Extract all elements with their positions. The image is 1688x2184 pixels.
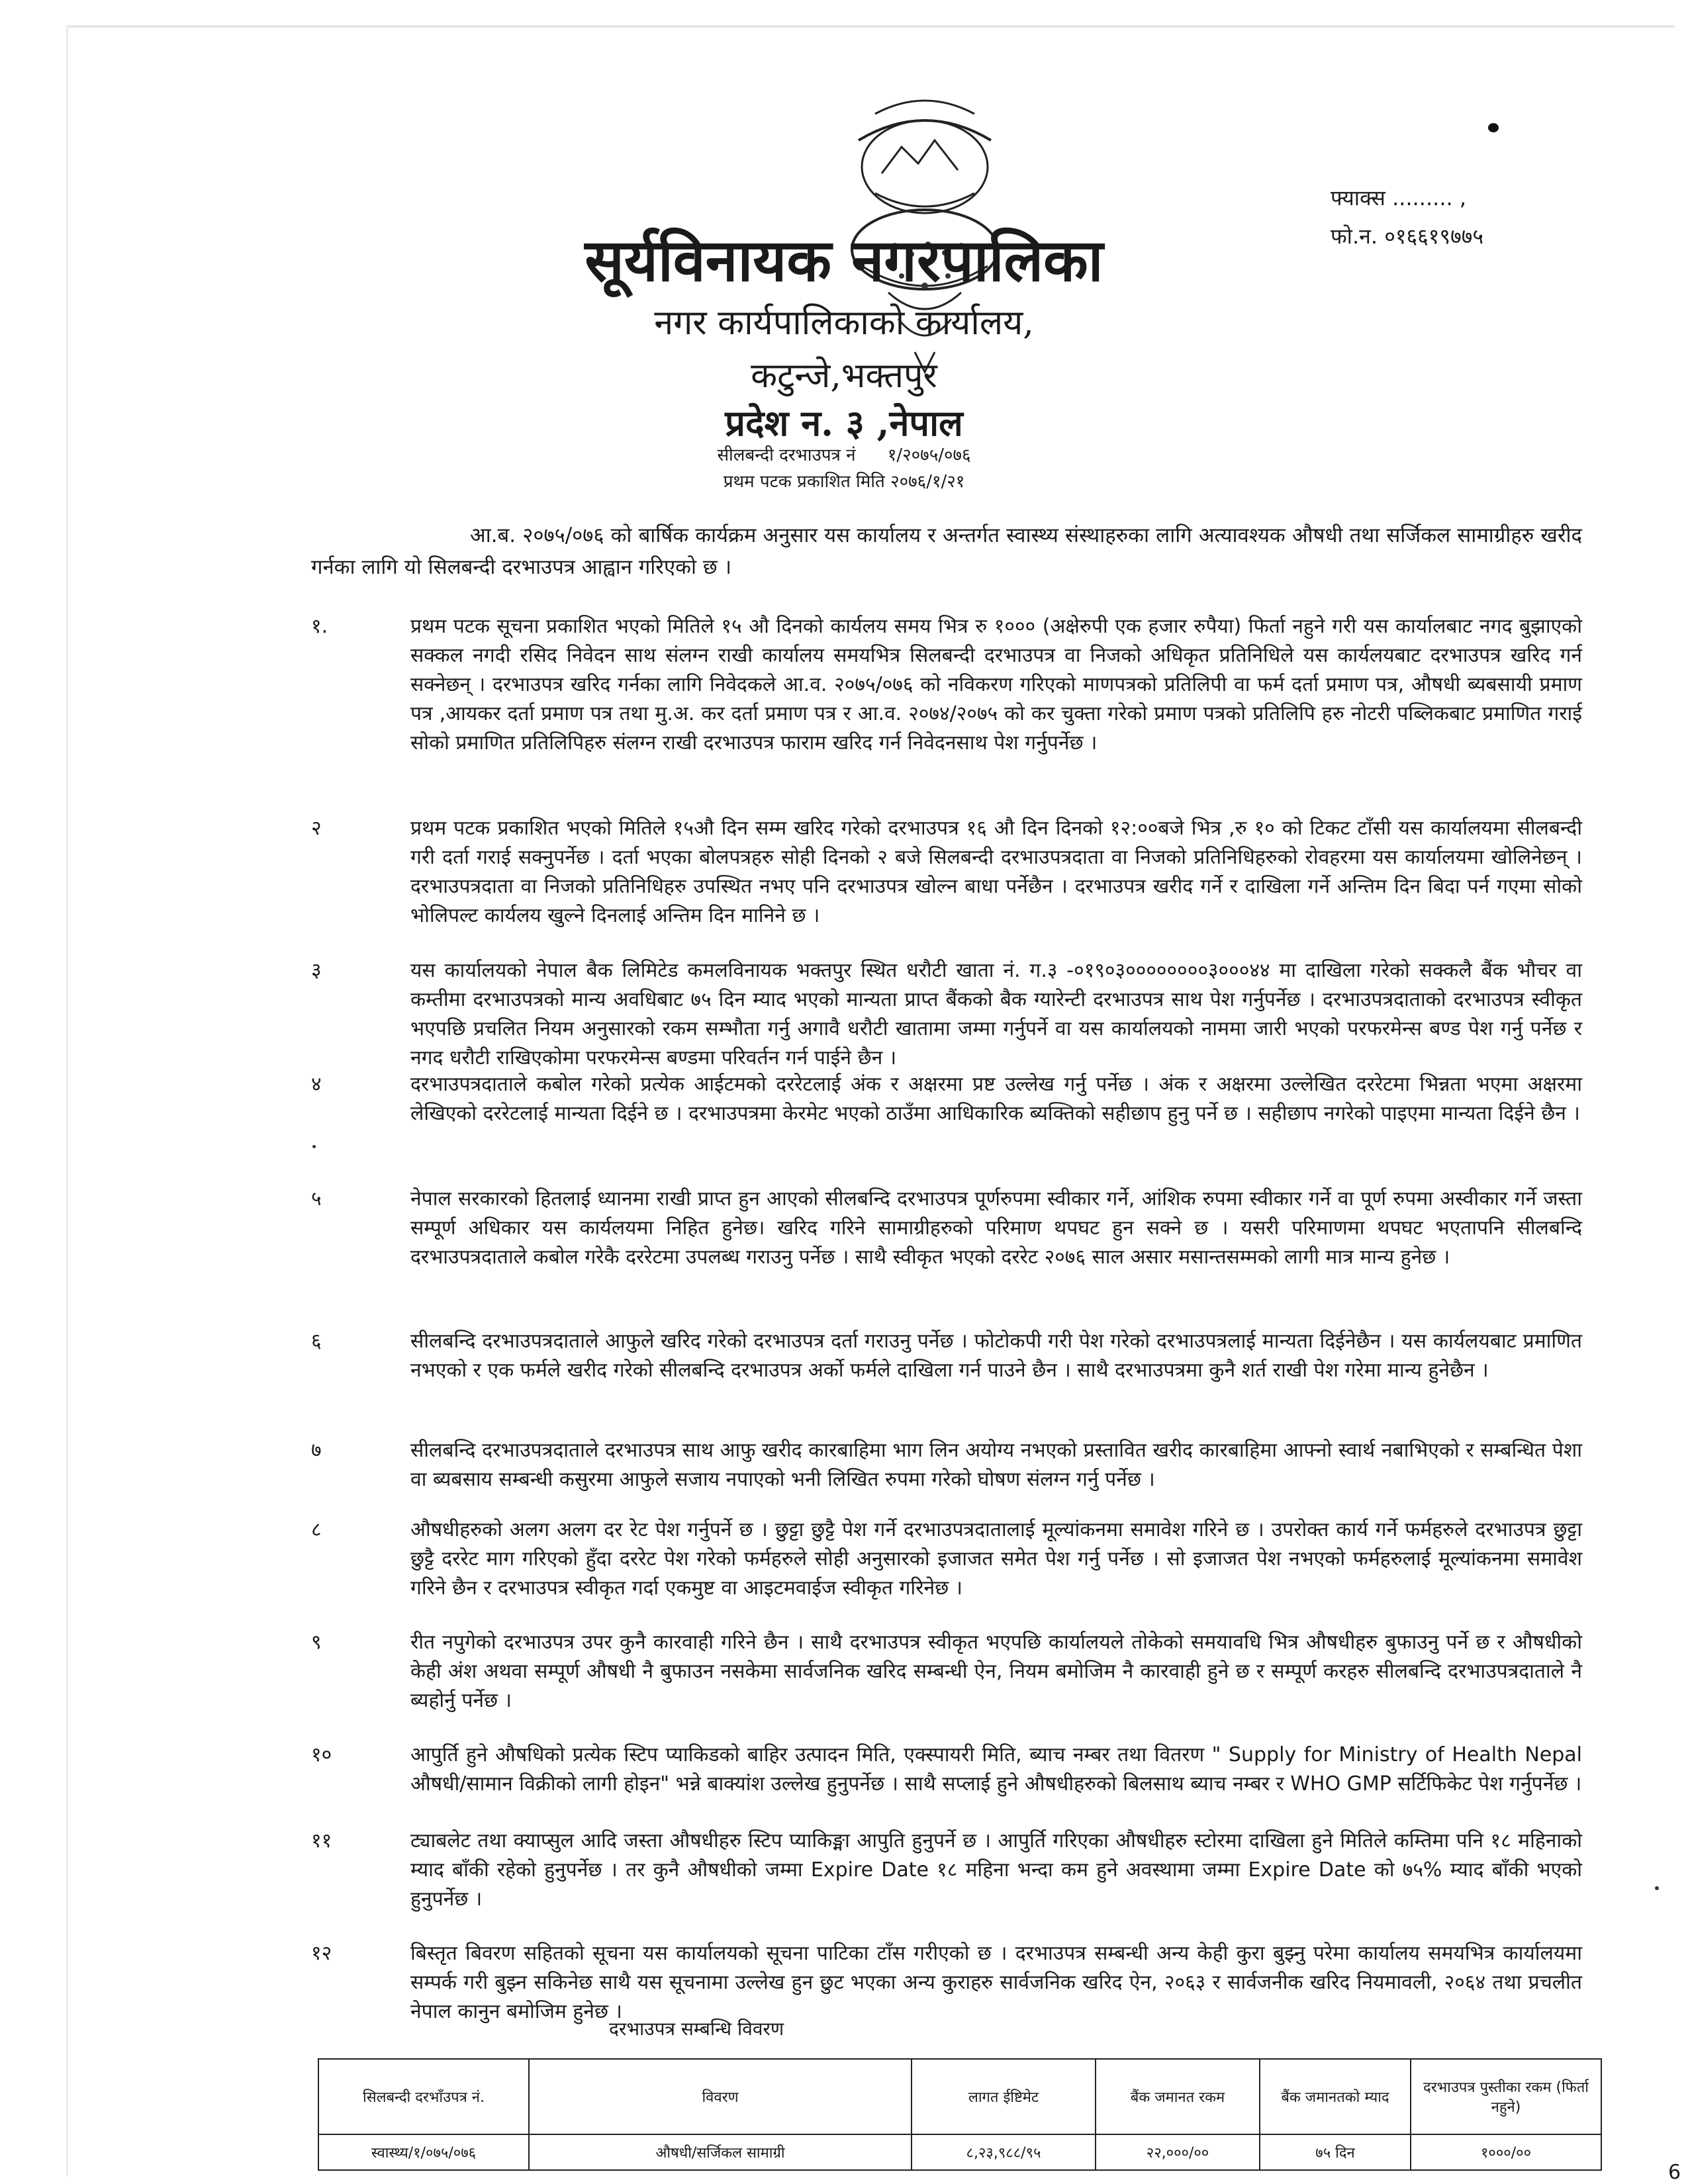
clause-number: ५ (311, 1187, 322, 1210)
clause-text: सीलबन्दि दरभाउपत्रदाताले आफुले खरिद गरेको दरभाउपत्र दर्ता गराउनु पर्नेछ । फोटोकपी गरी पेश गरेको दरभाउपत्रलाई मान्यता दिईनेछैन । यस कार्यलयबाट प्रमाणित नभएको र एक फर्मले खरीद गरेको सीलबन्दि दरभाउपत्र अर्को फर्मले दाखिला गर्न पाउने छैन । साथै दरभाउपत्रमा कुनै शर्त राखी पेश गरेमा मान्य हुनेछैन । (410, 1330, 1582, 1382)
clause-item (311, 612, 1582, 758)
province-line: प्रदेश न. ३ ,नेपाल (725, 402, 963, 444)
fax-number: फ्याक्स ......... , (1331, 185, 1467, 210)
clause-number: १. (311, 615, 328, 638)
column-header: बैंक जमानतको म्याद (1260, 2059, 1411, 2134)
clause-item (311, 1827, 1582, 1914)
table-caption: दरभाउपत्र सम्बन्धि विवरण (609, 2018, 784, 2040)
publish-date-label: प्रथम पटक प्रकाशित मिति (723, 472, 885, 492)
clause-item (311, 1939, 1582, 2026)
clause-number: ८ (311, 1518, 322, 1541)
clause-text: बिस्तृत बिवरण सहितको सूचना यस कार्यालयको सूचना पाटिका टाँस गरीएको छ । दरभाउपत्र सम्बन्धी अन्य केही कुरा बुझ्नु परेमा कार्यालय समयभित्र कार्यालयमा सम्पर्क गरी बुझ्न सकिनेछ साथै यस सूचनामा उल्लेख हुन छुट भएका अन्य कुराहरु सार्वजनिक खरिद ऐन, २०६३ र सार्वजनीक खरिद नियमावली, २०६४ तथा प्रचलीत नेपाल कानुन बमोजिम हुनेछ । (410, 1942, 1582, 2023)
table-cell: १०००/०० (1411, 2134, 1601, 2170)
clause-number: १२ (311, 1942, 332, 1965)
table-row (318, 2134, 1601, 2170)
column-header: दरभाउपत्र पुस्तीका रकम (फिर्ता नहुने) (1411, 2059, 1601, 2134)
margin-speck (1655, 1886, 1659, 1890)
scan-edge (66, 25, 68, 2176)
publish-date-line (0, 469, 1688, 492)
column-header: विवरण (529, 2059, 912, 2134)
clause-text: रीत नपुगेको दरभाउपत्र उपर कुनै कारवाही गरिने छैन । साथै दरभाउपत्र स्वीकृत भएपछि कार्यालयले तोकेको समयावधि भित्र औषधीहरु बुफाउनु पर्ने छ र औषधीको केही अंश अथवा सम्पूर्ण औषधी नै बुफाउन नसकेमा सार्वजनिक खरिद सम्बन्धी ऐन, नियम बमोजिम नै कारवाही हुने छ र सम्पूर्ण करहरु सीलबन्दि दरभाउपत्रदाताले नै ब्यहोर्नु पर्नेछ । (410, 1631, 1582, 1712)
publish-date: २०७६/१/२१ (890, 472, 965, 492)
column-header: बैंक जमानत रकम (1096, 2059, 1260, 2134)
clause-number: २ (311, 817, 322, 840)
clause-item (311, 1327, 1582, 1385)
clause-text: ट्याबलेट तथा क्याप्सुल आदि जस्ता औषधीहरु स्टिप प्याकिङ्मा आपुति हुनुपर्ने छ । आपुर्ति गरिएका औषधीहरु स्टोरमा दाखिला हुने मितिले कम्तिमा पनि १८ महिनाको म्याद बाँकी रहेको हुनुपर्नेछ । तर कुनै औषधीको जम्मा Expire Date १८ महिना भन्दा कम हुने अवस्थामा जम्मा Expire Date को ७५% म्याद बाँकी भएको हुनुपर्नेछ । (410, 1829, 1582, 1911)
table-cell: ८,२३,९८८/९५ (912, 2134, 1096, 2170)
phone-number: फो.न. ०१६६१९७७५ (1331, 224, 1483, 249)
clause-item (311, 1516, 1582, 1603)
clause-number: १० (311, 1743, 332, 1766)
clause-item (311, 1070, 1582, 1128)
table-header-row (318, 2059, 1601, 2134)
intro-paragraph (311, 520, 1582, 583)
column-header: सिलबन्दी दरभाँउपत्र नं. (318, 2059, 529, 2134)
table-cell: स्वास्थ्य/१/०७५/०७६ (318, 2134, 529, 2170)
intro-rest: सामाग्रीहरु खरीद गर्नका लागि यो सिलबन्दी दरभाउपत्र आह्वान गरिएको छ । (311, 523, 1582, 579)
clause-item (311, 956, 1582, 1073)
column-header: लागत ईष्टिमेट (912, 2059, 1096, 2134)
office-name: नगर कार्यपालिकाको कार्यालय, (654, 303, 1034, 343)
clause-item (311, 1436, 1582, 1494)
intro-lead: आ.ब. २०७५/०७६ को बार्षिक कार्यक्रम अनुसार यस कार्यालय र अन्तर्गत स्वास्थ्य संस्थाहरुका लागि अत्यावश्यक औषधी तथा सर्जिकल (470, 523, 1451, 547)
tender-details-table (318, 2058, 1602, 2171)
clause-text: औषधीहरुको अलग अलग दर रेट पेश गर्नुपर्ने छ । छुट्टा छुट्टै पेश गर्ने दरभाउपत्रदातालाई मूल्यांकनमा समावेश गरिने छ । उपरोक्त कार्य गर्ने फर्महरुले दरभाउपत्र छुट्टा छुट्टै दररेट माग गरिएको हुँदा दररेट पेश गरेको फर्महरुले सोही अनुसारको इजाजत समेत पेश गर्नु पर्नेछ । सो इजाजत पेश नभएको फर्महरुलाई मूल्यांकनमा समावेश गरिने छैन र दरभाउपत्र स्वीकृत गर्दा एकमुष्ट वा आइटमवाईज स्वीकृत गरिनेछ । (410, 1518, 1582, 1600)
clause-item (311, 1185, 1582, 1272)
clause-number: ९ (311, 1631, 322, 1654)
clause-number: ४ (311, 1073, 322, 1096)
scan-edge (66, 25, 1675, 28)
margin-speck (312, 1145, 316, 1148)
clause-text: आपुर्ति हुने औषधिको प्रत्येक स्टिप प्याकिडको बाहिर उत्पादन मिति, एक्स्पायरी मिति, ब्याच नम्बर तथा वितरण " Supply for Ministry of Health Nepal औषधी/सामान विक्रीको लागी होइन" भन्ने बाक्यांश उल्लेख हुनुपर्नेछ । साथै सप्लाई हुने औषधीहरुको बिलसाथ ब्याच नम्बर र WHO GMP सर्टिफिकेट पेश गर्नुपर्नेछ । (410, 1743, 1582, 1796)
page-corner-mark: 6 (1668, 2161, 1681, 2184)
clause-item (311, 1741, 1582, 1799)
table-cell: २२,०००/०० (1096, 2134, 1260, 2170)
clause-number: ७ (311, 1439, 322, 1462)
clause-number: ३ (311, 959, 322, 982)
clause-text: यस कार्यालयको नेपाल बैक लिमिटेड कमलविनायक भक्तपुर स्थित धरौटी खाता नं. ग.३ -०१९०३००००००००३०००४४ मा दाखिला गरेको सक्कलै बैंक भौचर वा कम्तीमा दरभाउपत्रको मान्य अवधिबाट ७५ दिन म्याद भएको मान्यता प्राप्त बैंकको बैक ग्यारेन्टी दरभाउपत्र साथ पेश गर्नुपर्नेछ । दरभाउपत्रदाताको दरभाउपत्र स्वीकृत भएपछि प्रचलित नियम अनुसारको रकम सम्भौता गर्नु अगावै धरौटी खातामा जम्मा गर्नुपर्ने वा यस कार्यालयको नाममा जारी भएको परफरमेन्स बण्ड पेश गर्नु पर्नेछ र नगद धरौटी राखिएकोमा परफरमेन्स बण्डमा परिवर्तन गर्न पाईने छैन । (410, 959, 1582, 1069)
clause-item (311, 814, 1582, 931)
municipality-title: सूर्यविनायक नगरपालिका (585, 226, 1103, 295)
clause-text: सीलबन्दि दरभाउपत्रदाताले दरभाउपत्र साथ आफु खरीद कारबाहिमा भाग लिन अयोग्य नभएको प्रस्तावित खरीद कारबाहिमा आफ्नो स्वार्थ नबाभिएको र सम्बन्धित पेशा वा ब्यबसाय सम्बन्धी कसुरमा आफुले सजाय नपाएको भनी लिखित रुपमा गरेको घोषण संलग्न गर्नु पर्नेछ । (410, 1439, 1582, 1491)
tender-number-line (0, 442, 1688, 466)
clause-number: ११ (311, 1829, 332, 1852)
office-location: कटुन्जे,भक्तपुर (751, 356, 937, 396)
clause-text: नेपाल सरकारको हितलाई ध्यानमा राखी प्राप्त हुन आएको सीलबन्दि दरभाउपत्र पूर्णरुपमा स्वीकार गर्ने, आंशिक रुपमा स्वीकार गर्ने वा पूर्ण रुपमा अस्वीकार गर्ने जस्ता सम्पूर्ण अधिकार यस कार्यलयमा निहित हुनेछ। खरिद गरिने सामाग्रीहरुको परिमाण थपघट हुन सक्ने छ । यसरी परिमाणमा थपघट भएतापनि सीलबन्दि दरभाउपत्रदाताले कबोल गरेकै दररेटमा उपलब्ध गराउनु पर्नेछ । साथै स्वीकृत भएको दररेट २०७६ साल असार मसान्तसम्मको लागी मात्र मान्य हुनेछ । (410, 1187, 1582, 1269)
clause-item (311, 1628, 1582, 1715)
tender-number-label: सीलबन्दी दरभाउपत्र नं (717, 445, 856, 465)
clause-text: दरभाउपत्रदाताले कबोल गरेको प्रत्येक आईटमको दररेटलाई अंक र अक्षरमा प्रष्ट उल्लेख गर्नु पर्नेछ । अंक र अक्षरमा उल्लेखित दररेटमा भिन्नता भएमा अक्षरमा लेखिएको दररेटलाई मान्यता दिईने छ । दरभाउपत्रमा केरमेट भएको ठाउँमा आधिकारिक ब्यक्तिको सहीछाप हुनु पर्ने छ । सहीछाप नगरेको पाइएमा मान्यता दिईने छैन । (410, 1073, 1582, 1125)
table-cell: औषधी/सर्जिकल सामाग्री (529, 2134, 912, 2170)
clause-text: प्रथम पटक सूचना प्रकाशित भएको मितिले १५ औ दिनको कार्यलय समय भित्र रु १००० (अक्षेरुपी एक हजार रुपैया) फिर्ता नहुने गरी यस कार्यालबाट नगद बुझाएको सक्कल नगदी रसिद निवेदन साथ संलग्न राखी कार्यालय समयभित्र सिलबन्दी दरभाउपत्र वा निजको अधिकृत प्रतिनिधिले यस कार्यलयबाट दरभाउपत्र खरिद गर्न सक्नेछन् । दरभाउपत्र खरिद गर्नका लागि निवेदकले आ.व. २०७५/०७६ को नविकरण गरिएको माणपत्रको प्रतिलिपी वा फर्म दर्ता प्रमाण पत्र, औषधी ब्यबसायी प्रमाण पत्र ,आयकर दर्ता प्रमाण पत्र तथा मु.अ. कर दर्ता प्रमाण पत्र र आ.व. २०७४/२०७५ को कर चुक्ता गरेको प्रमाण पत्रको प्रतिलिपि हरु नोटरी पब्लिकबाट प्रमाणित गराई सोको प्रमाणित प्रतिलिपिहरु संलग्न राखी दरभाउपत्र फाराम खरिद गर्न निवेदनसाथ पेश गर्नुपर्नेछ । (410, 615, 1582, 754)
table-cell: ७५ दिन (1260, 2134, 1411, 2170)
clause-text: प्रथम पटक प्रकाशित भएको मितिले १५औ दिन सम्म खरिद गरेको दरभाउपत्र १६ औ दिन दिनको १२:००बजे भित्र ,रु १० को टिकट टाँसी यस कार्यालयमा सीलबन्दी गरी दर्ता गराई सक्नुपर्नेछ । दर्ता भएका बोलपत्रहरु सोही दिनको २ बजे सिलबन्दी दरभाउपत्रदाता वा निजको प्रतिनिधिहरुको रोवहरमा यस कार्यालयमा खोलिनेछन् । दरभाउपत्रदाता वा निजको प्रतिनिधिहरु उपस्थित नभए पनि दरभाउपत्र खोल्न बाधा पर्नेछैन । दरभाउपत्र खरीद गर्ने र दाखिला गर्ने अन्तिम दिन बिदा पर्न गएमा सोको भोलिपल्ट कार्यलय खुल्ने दिनलाई अन्तिम दिन मानिने छ । (410, 817, 1583, 927)
clause-number: ६ (311, 1330, 322, 1353)
tender-number: १/२०७५/०७६ (887, 445, 971, 465)
ink-mark (1488, 123, 1499, 132)
